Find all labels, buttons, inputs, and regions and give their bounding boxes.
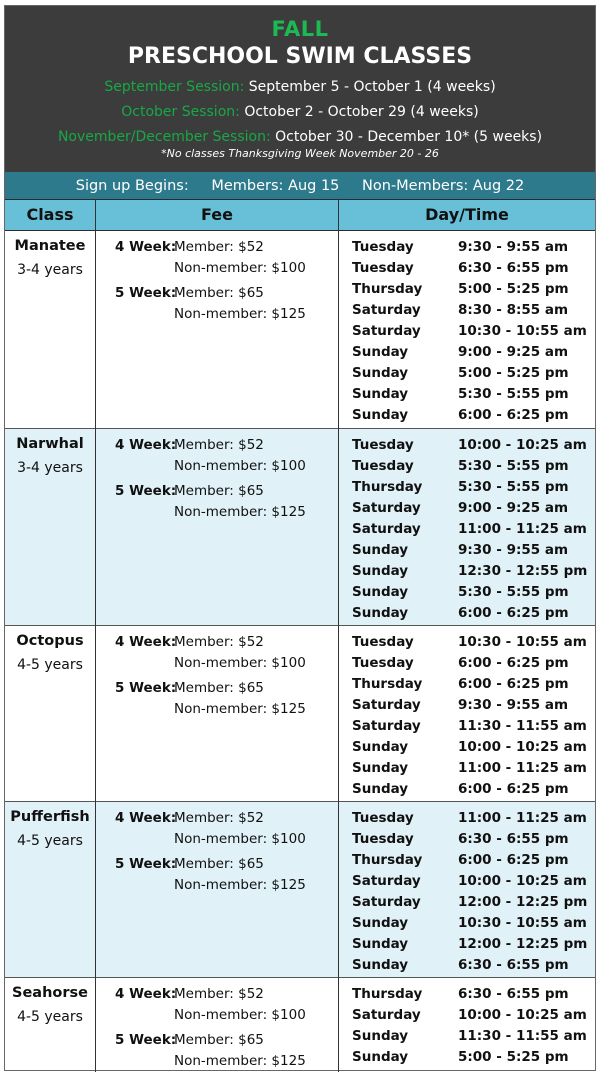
schedule-time: 6:30 - 6:55 pm (458, 260, 569, 276)
schedule-day: Saturday (352, 500, 421, 516)
schedule-day: Sunday (352, 936, 409, 952)
fee-5week-nonmember: Non-member: $125 (174, 306, 306, 322)
class-name: Seahorse (12, 985, 88, 1001)
schedule-time: 10:00 - 10:25 am (458, 437, 587, 453)
fee-4week-nonmember: Non-member: $100 (174, 831, 306, 847)
schedule-time: 11:30 - 11:55 am (458, 718, 587, 734)
fee-4week-label: 4 Week: (115, 634, 177, 650)
schedule-day: Tuesday (352, 634, 414, 650)
schedule-day: Sunday (352, 365, 409, 381)
schedule-day: Thursday (352, 479, 423, 495)
schedule-day: Saturday (352, 302, 421, 318)
schedule-time: 5:30 - 5:55 pm (458, 458, 569, 474)
schedule-day: Sunday (352, 386, 409, 402)
fee-4week-member: Member: $52 (174, 986, 264, 1002)
schedule-time: 10:00 - 10:25 am (458, 873, 587, 889)
class-row (5, 978, 595, 1072)
schedule-day: Tuesday (352, 655, 414, 671)
schedule-day: Sunday (352, 760, 409, 776)
session-label: September Session: (104, 79, 245, 95)
session-dates: October 30 - December 10* (5 weeks) (275, 129, 543, 145)
schedule-time: 5:00 - 5:25 pm (458, 1049, 569, 1065)
schedule-time: 6:00 - 6:25 pm (458, 605, 569, 621)
schedule-time: 9:00 - 9:25 am (458, 344, 569, 360)
fee-4week-nonmember: Non-member: $100 (174, 458, 306, 474)
column-header-class: Class (26, 205, 74, 224)
schedule-time: 9:00 - 9:25 am (458, 500, 569, 516)
schedule-time: 5:00 - 5:25 pm (458, 281, 569, 297)
fee-5week-member: Member: $65 (174, 483, 264, 499)
session-line (5, 129, 595, 145)
schedule-day: Sunday (352, 584, 409, 600)
season-title: FALL (271, 17, 329, 41)
signup-banner (5, 172, 595, 199)
fee-4week-member: Member: $52 (174, 239, 264, 255)
fee-4week-label: 4 Week: (115, 239, 177, 255)
schedule-day: Tuesday (352, 239, 414, 255)
schedule-day: Sunday (352, 605, 409, 621)
fee-4week-member: Member: $52 (174, 634, 264, 650)
session-dates: September 5 - October 1 (4 weeks) (248, 79, 496, 95)
schedule-time: 9:30 - 9:55 am (458, 542, 569, 558)
schedule-day: Tuesday (352, 810, 414, 826)
schedule-time: 11:00 - 11:25 am (458, 810, 587, 826)
schedule-time: 10:30 - 10:55 am (458, 323, 587, 339)
class-row (5, 802, 595, 978)
schedule-day: Sunday (352, 344, 409, 360)
signup-nonmembers-date: Non-Members: Aug 22 (362, 178, 525, 194)
schedule-time: 10:30 - 10:55 am (458, 915, 587, 931)
class-name: Manatee (14, 238, 86, 254)
schedule-time: 11:30 - 11:55 am (458, 1028, 587, 1044)
session-dates: October 2 - October 29 (4 weeks) (244, 104, 479, 120)
schedule-day: Saturday (352, 873, 421, 889)
schedule-time: 6:00 - 6:25 pm (458, 781, 569, 797)
page-title: PRESCHOOL SWIM CLASSES (127, 44, 473, 69)
fee-5week-nonmember: Non-member: $125 (174, 701, 306, 717)
column-header-daytime: Day/Time (425, 205, 509, 224)
schedule-day: Saturday (352, 894, 421, 910)
fee-5week-member: Member: $65 (174, 856, 264, 872)
class-name: Narwhal (16, 436, 84, 452)
schedule-day: Tuesday (352, 437, 414, 453)
fee-4week-nonmember: Non-member: $100 (174, 1007, 306, 1023)
schedule-time: 6:00 - 6:25 pm (458, 407, 569, 423)
schedule-day: Sunday (352, 407, 409, 423)
schedule-time: 6:30 - 6:55 pm (458, 831, 569, 847)
column-header-fee: Fee (201, 205, 233, 224)
column-divider (338, 199, 339, 1072)
fee-5week-member: Member: $65 (174, 285, 264, 301)
fee-5week-label: 5 Week: (115, 285, 177, 301)
schedule-day: Sunday (352, 781, 409, 797)
thanksgiving-note: *No classes Thanksgiving Week November 20 - 26 (161, 147, 439, 160)
schedule-time: 12:30 - 12:55 pm (458, 563, 588, 579)
fee-4week-label: 4 Week: (115, 810, 177, 826)
fee-5week-nonmember: Non-member: $125 (174, 504, 306, 520)
schedule-time: 10:00 - 10:25 am (458, 739, 587, 755)
fee-5week-nonmember: Non-member: $125 (174, 1053, 306, 1069)
schedule-day: Sunday (352, 563, 409, 579)
class-age: 3-4 years (17, 262, 83, 278)
schedule-day: Tuesday (352, 260, 414, 276)
schedule-time: 5:00 - 5:25 pm (458, 365, 569, 381)
schedule-day: Thursday (352, 281, 423, 297)
class-age: 4-5 years (17, 1009, 83, 1025)
session-label: November/December Session: (57, 129, 271, 145)
fee-4week-member: Member: $52 (174, 437, 264, 453)
fee-4week-member: Member: $52 (174, 810, 264, 826)
schedule-day: Sunday (352, 915, 409, 931)
class-row (5, 429, 595, 626)
schedule-time: 6:30 - 6:55 pm (458, 986, 569, 1002)
class-age: 4-5 years (17, 657, 83, 673)
fee-5week-label: 5 Week: (115, 680, 177, 696)
schedule-day: Thursday (352, 676, 423, 692)
fee-5week-nonmember: Non-member: $125 (174, 877, 306, 893)
class-row (5, 626, 595, 802)
schedule-day: Sunday (352, 1028, 409, 1044)
table-header (5, 199, 595, 231)
schedule-day: Tuesday (352, 831, 414, 847)
schedule-time: 6:00 - 6:25 pm (458, 852, 569, 868)
class-age: 4-5 years (17, 833, 83, 849)
class-row (5, 231, 595, 429)
schedule-time: 11:00 - 11:25 am (458, 760, 587, 776)
schedule-time: 12:00 - 12:25 pm (458, 894, 588, 910)
signup-members-date: Members: Aug 15 (211, 178, 340, 194)
schedule-day: Sunday (352, 542, 409, 558)
schedule-day: Sunday (352, 957, 409, 973)
fee-4week-label: 4 Week: (115, 986, 177, 1002)
schedule-day: Saturday (352, 521, 421, 537)
schedule-header (5, 6, 595, 172)
fee-4week-label: 4 Week: (115, 437, 177, 453)
schedule-day: Saturday (352, 718, 421, 734)
fee-5week-label: 5 Week: (115, 483, 177, 499)
fee-5week-label: 5 Week: (115, 1032, 177, 1048)
schedule-day: Saturday (352, 323, 421, 339)
fee-4week-nonmember: Non-member: $100 (174, 260, 306, 276)
fee-5week-label: 5 Week: (115, 856, 177, 872)
swim-schedule-sheet (4, 5, 596, 1071)
schedule-time: 11:00 - 11:25 am (458, 521, 587, 537)
schedule-time: 12:00 - 12:25 pm (458, 936, 588, 952)
class-name: Pufferfish (10, 809, 90, 825)
fee-5week-member: Member: $65 (174, 1032, 264, 1048)
signup-prefix: Sign up Begins: (75, 178, 189, 194)
fee-4week-nonmember: Non-member: $100 (174, 655, 306, 671)
schedule-day: Saturday (352, 1007, 421, 1023)
schedule-time: 5:30 - 5:55 pm (458, 386, 569, 402)
schedule-day: Thursday (352, 852, 423, 868)
schedule-time: 9:30 - 9:55 am (458, 239, 569, 255)
class-name: Octopus (16, 633, 84, 649)
session-line (5, 79, 595, 95)
class-age: 3-4 years (17, 460, 83, 476)
schedule-time: 8:30 - 8:55 am (458, 302, 569, 318)
schedule-time: 10:30 - 10:55 am (458, 634, 587, 650)
fee-5week-member: Member: $65 (174, 680, 264, 696)
schedule-time: 6:00 - 6:25 pm (458, 655, 569, 671)
column-divider (95, 199, 96, 1072)
schedule-day: Thursday (352, 986, 423, 1002)
schedule-day: Sunday (352, 1049, 409, 1065)
schedule-time: 6:00 - 6:25 pm (458, 676, 569, 692)
schedule-time: 9:30 - 9:55 am (458, 697, 569, 713)
schedule-day: Saturday (352, 697, 421, 713)
schedule-time: 5:30 - 5:55 pm (458, 479, 569, 495)
session-line (5, 104, 595, 120)
schedule-day: Sunday (352, 739, 409, 755)
session-label: October Session: (121, 104, 240, 120)
schedule-day: Tuesday (352, 458, 414, 474)
schedule-time: 10:00 - 10:25 am (458, 1007, 587, 1023)
schedule-time: 6:30 - 6:55 pm (458, 957, 569, 973)
schedule-time: 5:30 - 5:55 pm (458, 584, 569, 600)
